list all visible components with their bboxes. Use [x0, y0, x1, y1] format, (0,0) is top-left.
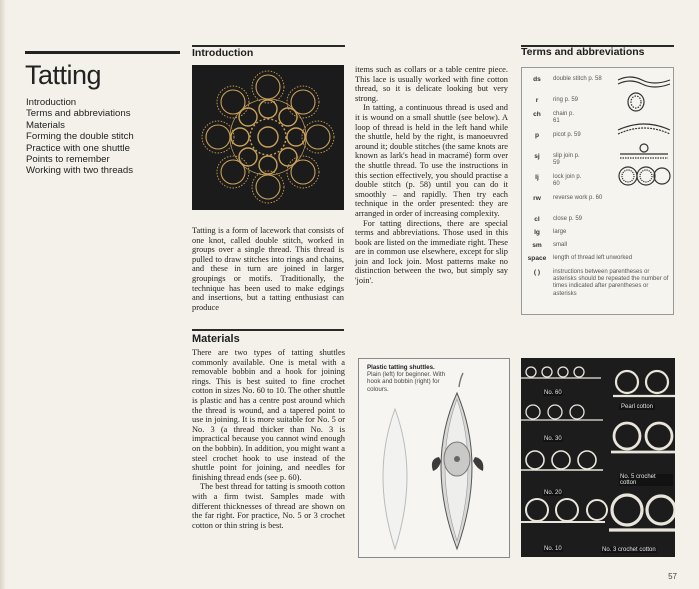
shuttle-caption-body: Plain (left) for beginner. With hook and bobbin (right) for colours.: [367, 371, 446, 393]
contents-item: Points to remember: [26, 154, 110, 166]
term-definition: picot p. 59: [553, 132, 581, 138]
term-definition: close p. 59: [553, 216, 583, 222]
introduction-heading: Introduction: [192, 47, 254, 59]
title-rule: [25, 51, 180, 54]
lace-doily-photo: [192, 65, 344, 210]
introduction-paragraph: Tatting is a form of lacework that consists of one knot, called double stitch, worked in groups over a single thread. This thread is pulled to draw stitches into rings and chains, and these in turn are joined in larger groupings or motifs. Traditionally, the technique has been used to make edgings and insertions, but a tatting enthusiast can produce: [192, 226, 344, 312]
contents-item: Terms and abbreviations: [26, 108, 131, 120]
thread-samples-illustration: [521, 358, 675, 557]
term-abbr: cl: [534, 216, 540, 223]
terms-heading: Terms and abbreviations: [521, 46, 645, 58]
materials-rule: [192, 329, 344, 331]
contents-item: Materials: [26, 119, 65, 131]
term-definition: reverse work p. 60: [553, 195, 603, 201]
introduction-text-col1: [192, 226, 344, 312]
term-definition: chain p. 61: [553, 111, 575, 125]
term-definition: large: [553, 229, 567, 235]
thread-samples-photo: [521, 358, 675, 557]
page-gutter-shadow: [0, 0, 6, 589]
term-abbr: ch: [533, 111, 541, 118]
term-abbr: p: [534, 132, 540, 139]
contents-item: Working with two threads: [26, 165, 133, 177]
lace-doily-illustration: [192, 65, 344, 210]
materials-paragraph: There are two types of tatting shuttles commonly available. One is metal with a removable bobbin and a hook for joining rings. This is best suited to fine crochet cotton in sizes No. 60 to 10. The other shuttle is plastic and has a centre post around which the thread is wound, and a tapered point to use in joining. It is more suitable for No. 5 or No. 3 (a thread thicker than No. 3 is impractical because you cannot wind enough on the bobbin). In addition, you might want a steel crochet hook to use instead of the shuttle point for joining, and needles for finishing thread ends (see p. 60).: [192, 348, 345, 482]
contents-item: Forming the double stitch: [26, 131, 134, 143]
term-abbr: space: [527, 255, 547, 262]
sample-label: No. 30: [544, 436, 562, 442]
term-definition: instructions between parentheses or asterisks should be repeated the number of times indicated after parentheses or asterisks: [553, 269, 669, 297]
term-abbr: lg: [534, 229, 540, 236]
sample-label: No. 5 crochet cotton: [619, 474, 673, 486]
sample-label: Pearl cotton: [620, 404, 654, 410]
term-definition: small: [553, 242, 568, 248]
shuttle-illustration: [359, 359, 509, 557]
introduction-text-col2: [355, 65, 508, 286]
term-definition: lock join p. 60: [553, 174, 582, 188]
term-definition: length of thread left unworked: [553, 255, 633, 261]
sample-label: No. 20: [544, 490, 562, 496]
term-abbr: sm: [532, 242, 542, 249]
introduction-paragraph: items such as collars or a table centre piece. This lace is usually worked with fine cotton thread, so it is delicate looking but very strong.: [355, 65, 508, 103]
term-definition: slip join p. 59: [553, 153, 580, 167]
term-abbr: lj: [535, 174, 539, 181]
materials-heading: Materials: [192, 333, 240, 345]
materials-paragraph: The best thread for tatting is smooth cotton with a firm twist. Samples made with different thicknesses of thread are shown on the far right. For practice, No. 5 or 3 crochet cotton or thin string is best.: [192, 482, 345, 530]
contents-item: Introduction: [26, 97, 77, 108]
introduction-paragraph: In tatting, a continuous thread is used and it is wound on a small shuttle (see below). A loop of thread is held in the left hand while the shuttle, held by the right, is manoeuvred around it; double stitches (the same knots are known as lark's head in macramé) form over the shuttle thread. To use the instructions in this section effectively, you should practise a double stitch (p. 58) until you can do it smoothly – and rapidly. Then try each technique in the order presented: they are arranged in order of increasing complexity.: [355, 103, 508, 218]
page-number: 57: [668, 572, 677, 581]
term-abbr: sj: [534, 153, 540, 160]
section-contents-list: [26, 97, 134, 177]
introduction-paragraph: For tatting directions, there are special terms and abbreviations. Those used in this book are listed on the immediate right. These are in common use elsewhere, except for slip join and lock join. Most patterns make no distinction between the two, but simply say 'join'.: [355, 218, 508, 286]
page-title: Tatting: [25, 60, 102, 90]
term-abbr: ds: [533, 76, 541, 83]
term-abbr: ( ): [533, 269, 541, 276]
sample-label: No. 60: [544, 390, 562, 396]
term-definition: double stitch p. 58: [553, 76, 602, 82]
term-abbr: rw: [533, 195, 541, 202]
shuttle-caption-title: Plastic tatting shuttles.: [367, 364, 435, 371]
contents-item: Practice with one shuttle: [26, 142, 130, 154]
term-definition: ring p. 59: [553, 97, 579, 103]
term-abbr: r: [535, 97, 539, 104]
sample-label: No. 10: [544, 546, 562, 552]
sample-label: No. 3 crochet cotton: [602, 547, 656, 553]
shuttle-figure: [358, 358, 510, 558]
terms-table: [521, 67, 674, 315]
stitch-diagrams: [616, 72, 672, 192]
materials-text: [192, 348, 345, 530]
